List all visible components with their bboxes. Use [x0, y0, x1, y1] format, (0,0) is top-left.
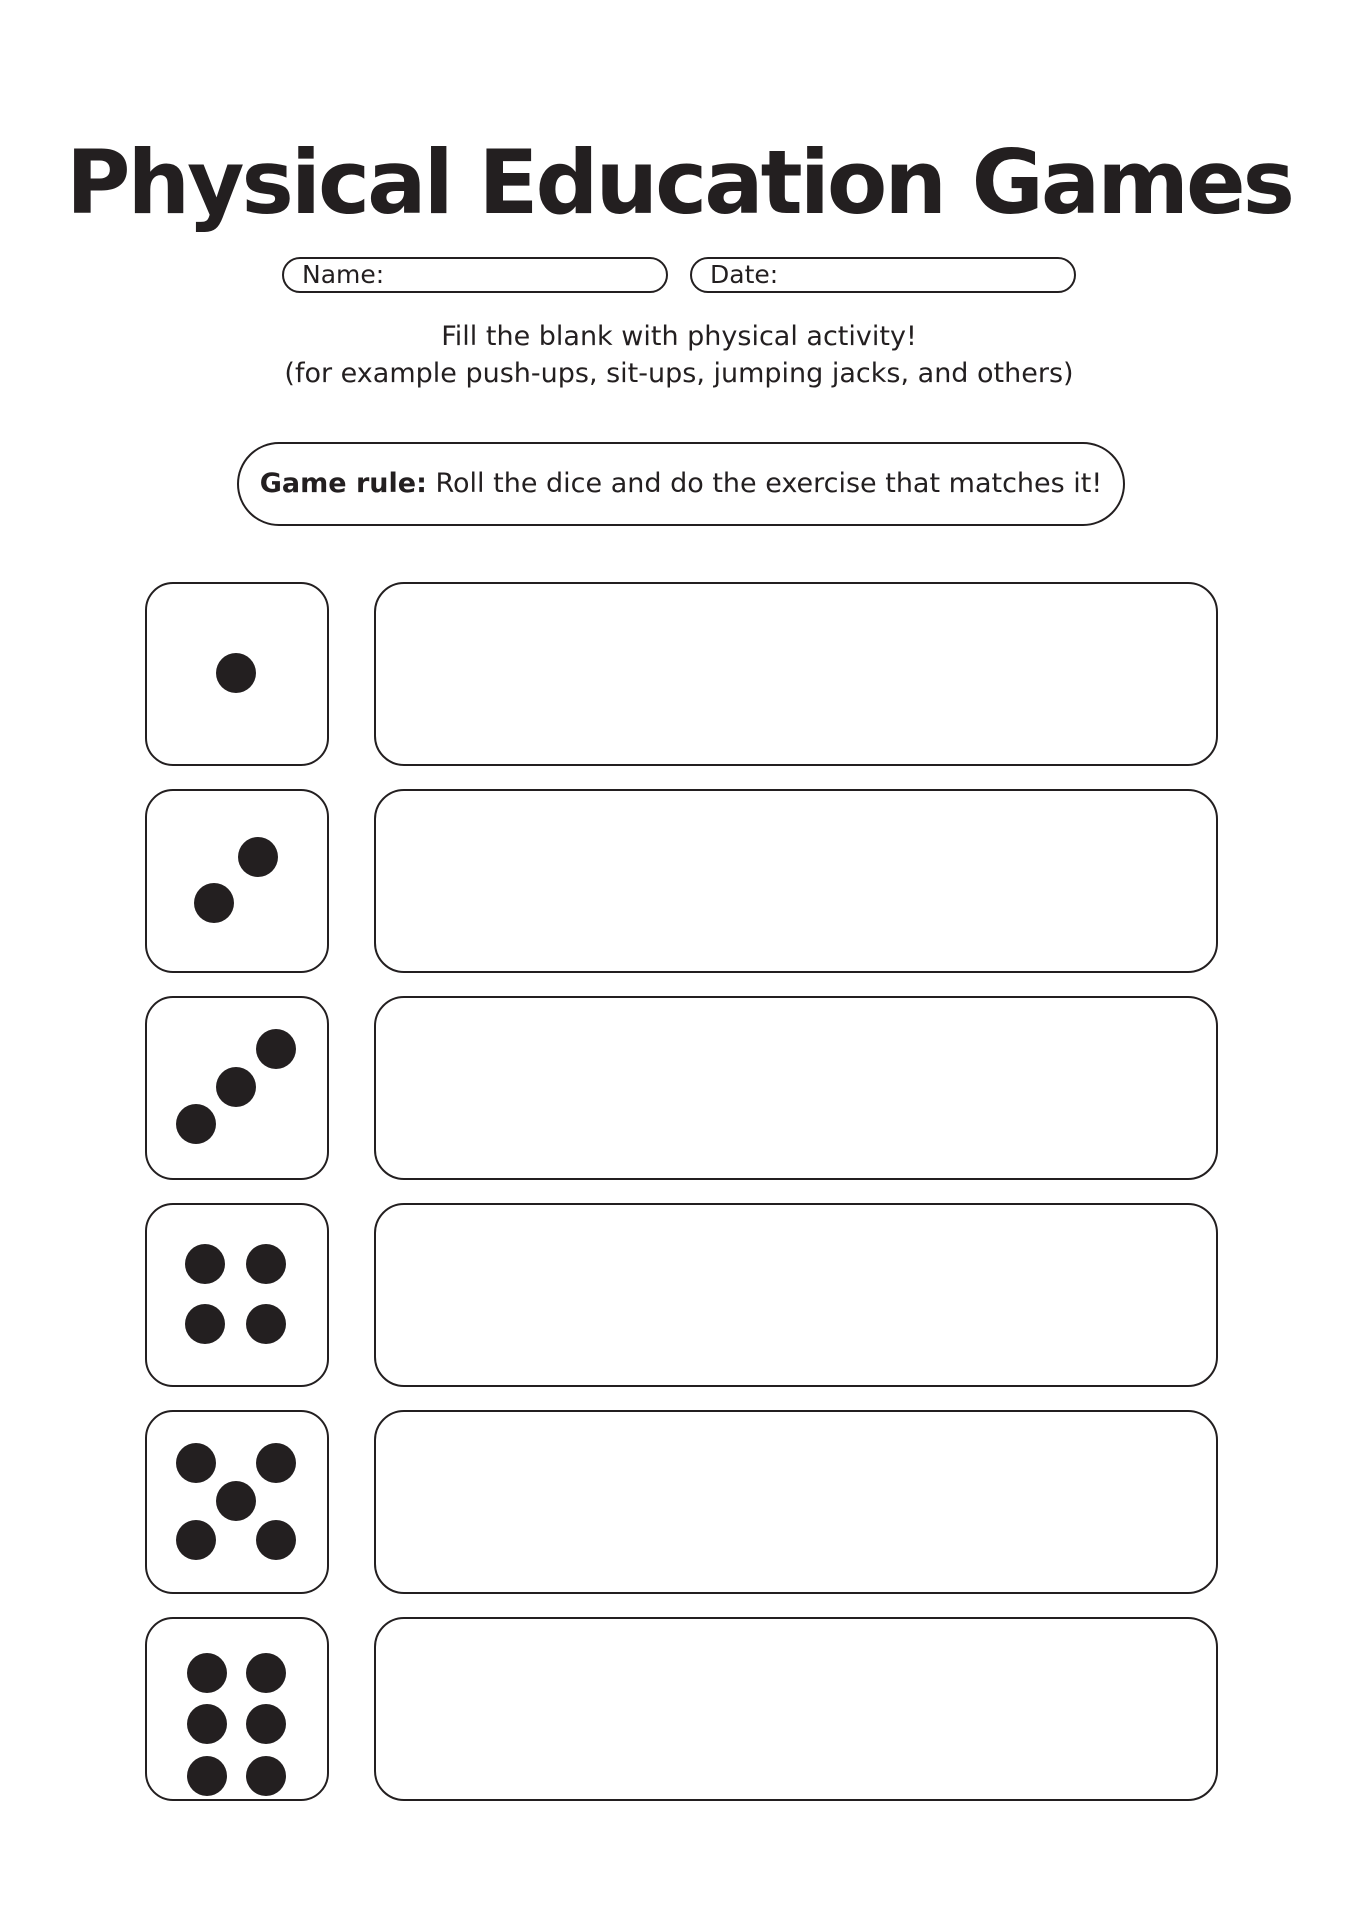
die-pips: [145, 1410, 329, 1594]
game-rule-label: Game rule:: [259, 468, 427, 499]
die-pips: [145, 1203, 329, 1387]
die-pip: [246, 1756, 286, 1796]
die-pip: [187, 1756, 227, 1796]
die-pip: [256, 1443, 296, 1483]
die-face-3: [145, 996, 329, 1180]
date-label: Date:: [710, 260, 779, 289]
die-pip: [246, 1704, 286, 1744]
die-pip: [176, 1443, 216, 1483]
exercise-blank-6[interactable]: [374, 1617, 1218, 1801]
die-pips: [145, 1617, 329, 1801]
instructions: [0, 318, 1358, 392]
die-pips: [145, 996, 329, 1180]
die-pip: [256, 1520, 296, 1560]
die-face-6: [145, 1617, 329, 1801]
die-pip: [187, 1704, 227, 1744]
instructions-line-1: Fill the blank with physical activity!: [441, 321, 917, 352]
name-field[interactable]: [282, 257, 668, 293]
die-pip: [246, 1244, 286, 1284]
die-pip: [216, 1067, 256, 1107]
die-pip: [187, 1653, 227, 1693]
die-face-2: [145, 789, 329, 973]
exercise-blank-5[interactable]: [374, 1410, 1218, 1594]
die-pip: [246, 1653, 286, 1693]
date-field[interactable]: [690, 257, 1076, 293]
exercise-blank-1[interactable]: [374, 582, 1218, 766]
die-pips: [145, 789, 329, 973]
game-rule-box: [237, 442, 1125, 526]
die-pip: [185, 1244, 225, 1284]
die-pip: [216, 1481, 256, 1521]
die-pip: [238, 837, 278, 877]
game-rule-text: Roll the dice and do the exercise that matches it!: [426, 468, 1103, 499]
die-pip: [185, 1304, 225, 1344]
die-pips: [145, 582, 329, 766]
die-pip: [256, 1029, 296, 1069]
exercise-blank-2[interactable]: [374, 789, 1218, 973]
page-title: Physical Education Games: [65, 131, 1293, 234]
die-pip: [246, 1304, 286, 1344]
die-face-5: [145, 1410, 329, 1594]
instructions-line-2: (for example push-ups, sit-ups, jumping jacks, and others): [284, 358, 1074, 389]
die-pip: [176, 1104, 216, 1144]
die-pip: [194, 883, 234, 923]
name-label: Name:: [302, 260, 385, 289]
die-face-4: [145, 1203, 329, 1387]
exercise-blank-3[interactable]: [374, 996, 1218, 1180]
die-face-1: [145, 582, 329, 766]
die-pip: [176, 1520, 216, 1560]
exercise-blank-4[interactable]: [374, 1203, 1218, 1387]
die-pip: [216, 653, 256, 693]
